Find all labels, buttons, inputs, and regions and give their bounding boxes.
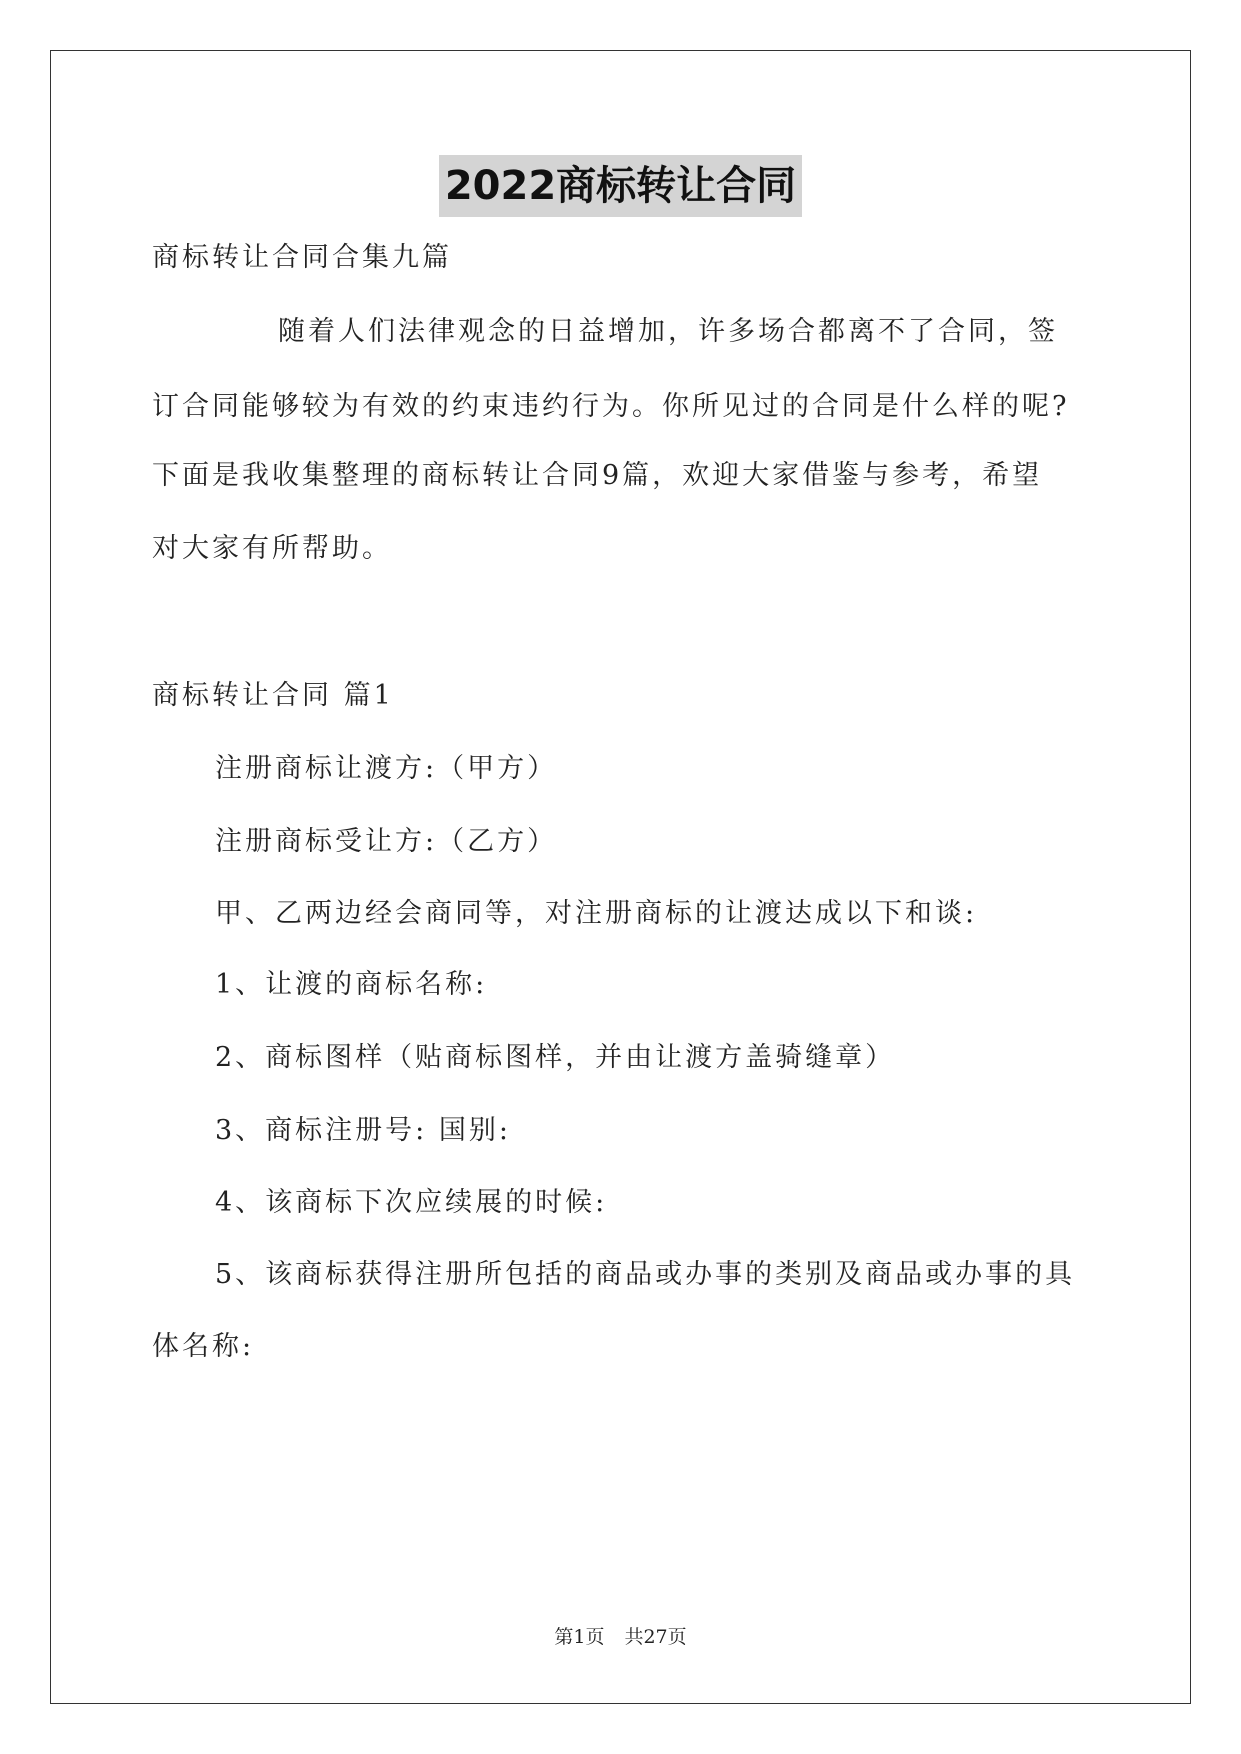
page-border: [50, 50, 1191, 1704]
clause-continuation: 体名称:: [152, 1331, 255, 1362]
clause-line: 1、让渡的商标名称:: [215, 969, 488, 1000]
intro-line-4: 对大家有所帮助。: [152, 533, 392, 564]
intro-line-3: 下面是我收集整理的商标转让合同9篇，欢迎大家借鉴与参考，希望: [152, 460, 1043, 491]
clause-line: 2、商标图样（贴商标图样，并由让渡方盖骑缝章）: [215, 1042, 896, 1073]
clause-line: 甲、乙两边经会商同等，对注册商标的让渡达成以下和谈:: [215, 898, 978, 929]
page-footer: [0, 1623, 1241, 1651]
document-subtitle: 商标转让合同合集九篇: [152, 242, 452, 273]
clause-line: 4、该商标下次应续展的时候:: [215, 1187, 608, 1218]
section-heading: 商标转让合同 篇1: [152, 680, 394, 711]
total-pages: 共27页: [624, 1626, 687, 1648]
intro-line-2: 订合同能够较为有效的约束违约行为。你所见过的合同是什么样的呢?: [152, 391, 1070, 422]
clause-line: 5、该商标获得注册所包括的商品或办事的类别及商品或办事的具: [215, 1259, 1076, 1290]
clause-line: 注册商标受让方:（乙方）: [215, 826, 558, 857]
clause-line: 注册商标让渡方:（甲方）: [215, 753, 558, 784]
clause-line: 3、商标注册号: 国别:: [215, 1115, 511, 1146]
intro-line-1: 随着人们法律观念的日益增加，许多场合都离不了合同，签: [278, 316, 1058, 347]
document-title: 2022商标转让合同: [439, 155, 802, 217]
page-number: 第1页: [554, 1626, 605, 1648]
